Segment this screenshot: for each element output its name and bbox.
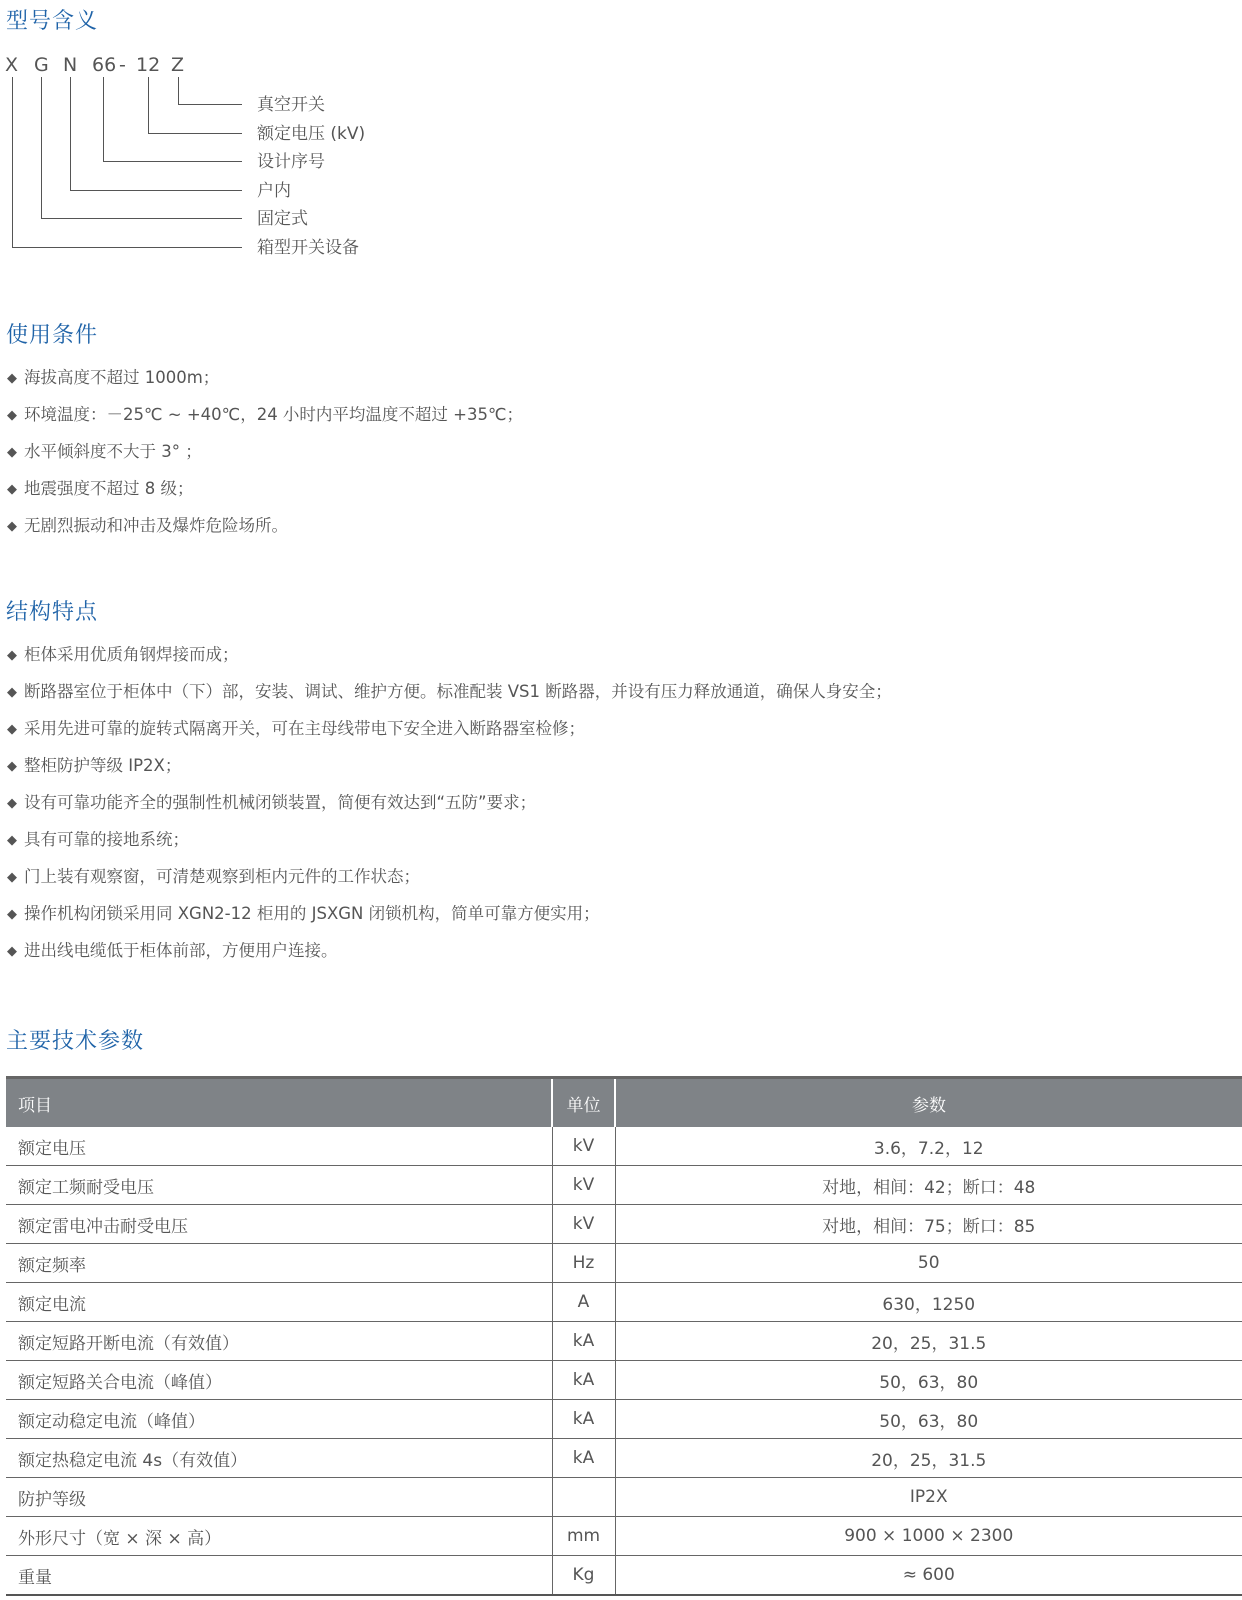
row-item: 额定频率 [6,1244,552,1283]
bracket-line [103,77,104,161]
diamond-bullet-icon: ◆ [7,944,17,959]
conditions-list [7,368,523,553]
row-value: 900 × 1000 × 2300 [615,1517,1242,1556]
diamond-bullet-icon: ◆ [7,759,17,774]
table-row [6,1244,1242,1283]
structure-list [7,645,892,978]
code-part-n: N [63,54,78,76]
bracket-line [41,77,42,218]
code-part-66: 66 [92,54,117,76]
list-item: ◆ 具有可靠的接地系统； [7,830,189,849]
params-section-title: 主要技术参数 [6,1029,145,1054]
table-row [6,1127,1242,1166]
row-unit: A [552,1283,615,1322]
row-item: 额定短路开断电流（有效值） [6,1322,552,1361]
row-unit: kV [552,1205,615,1244]
bracket-line [70,190,242,191]
row-value: IP2X [615,1478,1242,1517]
row-value: 630，1250 [615,1283,1242,1322]
meaning-rated-voltage: 额定电压 (kV) [257,124,366,144]
table-row [6,1400,1242,1439]
meaning-indoor: 户内 [257,181,291,201]
bracket-line [41,218,242,219]
bracket-line [178,77,179,104]
bracket-line [70,77,71,190]
row-unit: kA [552,1361,615,1400]
diamond-bullet-icon: ◆ [7,445,17,460]
row-unit [552,1478,615,1517]
row-unit: kV [552,1166,615,1205]
row-value: 20，25，31.5 [615,1439,1242,1478]
diamond-bullet-icon: ◆ [7,482,17,497]
row-unit: kA [552,1400,615,1439]
diamond-bullet-icon: ◆ [7,870,17,885]
row-value: 50，63，80 [615,1361,1242,1400]
row-value: 对地，相间：42；断口：48 [615,1166,1242,1205]
table-row [6,1517,1242,1556]
row-value: 50 [615,1244,1242,1283]
meaning-vacuum-switch: 真空开关 [257,95,325,115]
list-item: ◆ 柜体采用优质角钢焊接而成； [7,645,239,664]
bracket-line [12,247,242,248]
row-item: 额定工频耐受电压 [6,1166,552,1205]
row-unit: kV [552,1127,615,1166]
diamond-bullet-icon: ◆ [7,907,17,922]
code-part-z: Z [171,54,185,76]
diamond-bullet-icon: ◆ [7,722,17,737]
list-item: ◆ 进出线电缆低于柜体前部，方便用户连接。 [7,941,338,960]
row-value: 对地，相间：75；断口：85 [615,1205,1242,1244]
bracket-line [178,104,242,105]
row-unit: kA [552,1322,615,1361]
table-row [6,1322,1242,1361]
diamond-bullet-icon: ◆ [7,648,17,663]
diamond-bullet-icon: ◆ [7,833,17,848]
row-unit: Hz [552,1244,615,1283]
list-item: ◆ 断路器室位于柜体中（下）部，安装、调试、维护方便。标准配装 VS1 断路器，并设有压力释放通道，确保人身安全； [7,682,892,701]
list-item: ◆ 采用先进可靠的旋转式隔离开关，可在主母线带电下安全进入断路器室检修； [7,719,585,738]
row-unit: Kg [552,1556,615,1596]
row-item: 防护等级 [6,1478,552,1517]
header-unit: 单位 [552,1078,615,1128]
table-row [6,1361,1242,1400]
meaning-box-switchgear: 箱型开关设备 [257,238,359,258]
list-item: ◆ 设有可靠功能齐全的强制性机械闭锁装置，简便有效达到“五防”要求； [7,793,537,812]
bracket-line [12,77,13,247]
list-item: ◆ 无剧烈振动和冲击及爆炸危险场所。 [7,516,288,535]
bracket-line [148,77,149,133]
row-item: 重量 [6,1556,552,1596]
bracket-line [148,133,242,134]
row-unit: mm [552,1517,615,1556]
meaning-fixed-type: 固定式 [257,209,308,229]
row-item: 额定热稳定电流 4s（有效值） [6,1439,552,1478]
table-header-row [6,1078,1242,1128]
row-unit: kA [552,1439,615,1478]
row-value: 3.6，7.2，12 [615,1127,1242,1166]
header-value: 参数 [615,1078,1242,1128]
code-part-g: G [34,54,49,76]
diamond-bullet-icon: ◆ [7,519,17,534]
row-item: 额定雷电冲击耐受电压 [6,1205,552,1244]
code-part-dash: - [119,54,126,76]
conditions-section-title: 使用条件 [6,323,99,348]
row-value: ≈ 600 [615,1556,1242,1596]
list-item: ◆ 环境温度：－25℃ ~ +40℃，24 小时内平均温度不超过 +35℃； [7,405,524,424]
model-section-title: 型号含义 [6,9,99,34]
row-item: 额定短路关合电流（峰值） [6,1361,552,1400]
code-part-x: X [5,54,19,76]
list-item: ◆ 水平倾斜度不大于 3° ； [7,442,202,461]
diamond-bullet-icon: ◆ [7,685,17,700]
header-item: 项目 [6,1078,552,1128]
row-item: 外形尺寸（宽 × 深 × 高） [6,1517,552,1556]
row-item: 额定电压 [6,1127,552,1166]
structure-section-title: 结构特点 [6,600,99,625]
code-part-12: 12 [136,54,161,76]
bracket-line [103,161,242,162]
params-table [6,1076,1242,1596]
meaning-design-serial: 设计序号 [257,152,325,172]
list-item: ◆ 操作机构闭锁采用同 XGN2-12 柜用的 JSXGN 闭锁机构，简单可靠方便实用； [7,904,600,923]
row-value: 50，63，80 [615,1400,1242,1439]
table-row [6,1556,1242,1596]
list-item: ◆ 海拔高度不超过 1000m； [7,368,220,387]
row-value: 20，25，31.5 [615,1322,1242,1361]
list-item: ◆ 地震强度不超过 8 级； [7,479,194,498]
diamond-bullet-icon: ◆ [7,408,17,423]
table-row [6,1478,1242,1517]
diamond-bullet-icon: ◆ [7,371,17,386]
table-row [6,1439,1242,1478]
list-item: ◆ 门上装有观察窗，可清楚观察到柜内元件的工作状态； [7,867,420,886]
table-row [6,1205,1242,1244]
row-item: 额定电流 [6,1283,552,1322]
diamond-bullet-icon: ◆ [7,796,17,811]
row-item: 额定动稳定电流（峰值） [6,1400,552,1439]
list-item: ◆ 整柜防护等级 IP2X； [7,756,182,775]
table-row [6,1166,1242,1205]
table-row [6,1283,1242,1322]
